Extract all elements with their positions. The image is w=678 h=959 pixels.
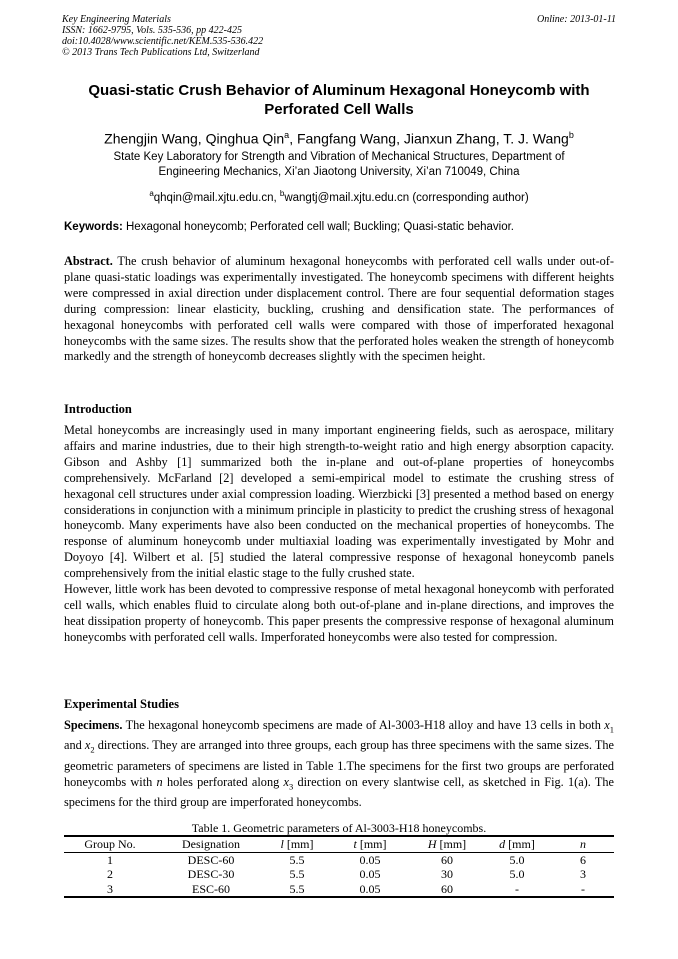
keywords xyxy=(64,220,614,235)
table-cell: 1 xyxy=(107,852,113,867)
table-row xyxy=(64,852,614,867)
specimens-text-5: direction on every slantwise cell, as sketched in Fig. 1(a). The specimens for the third group are imperforated honeycombs. xyxy=(64,774,614,809)
introduction-heading: Introduction xyxy=(64,402,132,416)
subscript-3: 3 xyxy=(288,781,294,792)
table-cell: 5.5 xyxy=(289,852,305,867)
author-emails xyxy=(70,186,608,206)
symbol-x3: x xyxy=(283,774,289,789)
author-sup-b: b xyxy=(568,130,574,140)
intro-paragraph-1: Metal honeycombs are increasingly used in many important engineering fields, such as aerospace, military affairs and marine industries, due to their high strength-to-weight ratio and high energy absorption capacity. Gibson and Ashby [1] summarized both the in-plane and out-of-plane properties of honeycombs comprehensively. McFarland [2] developed a semi-empirical model to estimate the crushing stress of hexagonal cell structures under axial compression loading. Wierzbicki [3] presented a method based on energy considerations in conjunction with a minimum principle in plasticity to predict the crushing stress of hexagonal honeycomb. Many experiments have also been conducted on the mechanical properties of honeycombs. The response of aluminum honeycomb under multiaxial loading was experimentally investigated by Mohr and Doyoyo [4]. Wilbert et al. [5] studied the lateral compressive response of hexagonal honeycomb panels comprehensively from the initial elastic stage to the fully crushed state. xyxy=(64,423,614,581)
abstract xyxy=(64,254,614,365)
abstract-paragraph xyxy=(64,254,614,365)
authors-part-2: , Fangfang Wang, Jianxun Zhang, T. J. Wang xyxy=(289,130,569,147)
specimens-text-3: directions. They are arranged into three groups, each group has three specimens with the same sizes. The geometric parameters of specimens are listed in Table 1.The specimens for the first two groups are perforated honeycombs with xyxy=(64,738,614,789)
keywords-label: Keywords: xyxy=(64,221,123,233)
header-d xyxy=(482,836,552,852)
abstract-text: The crush behavior of aluminum hexagonal honeycombs with perforated cell walls under out-of-plane quasi-static loadings was experimentally investigated. The honeycomb specimens with different heights were compressed in axial direction under displacement control. There are four sequential deformation stages during compression: linear elasticity, buckling, crushing and densification state. The performances of hexagonal honeycombs with perforated cell walls were compared with those of imperforated hexagonal honeycombs with the same sizes. The results show that the perforated holes weaken the strength of honeycomb markedly and the strength of honeycomb decreases slightly with the specimen height. xyxy=(64,254,614,364)
header-l xyxy=(266,836,328,852)
experimental-heading: Experimental Studies xyxy=(64,697,179,711)
header-t-symbol: t xyxy=(353,837,357,852)
specimens-text-2: and xyxy=(64,738,85,753)
specimens-paragraph xyxy=(64,718,614,811)
header-H xyxy=(412,836,482,852)
keywords-text: Hexagonal honeycomb; Perforated cell wall; Buckling; Quasi-static behavior. xyxy=(122,221,514,233)
header-d-symbol: d xyxy=(499,837,506,852)
header-l-unit: [mm] xyxy=(283,837,314,852)
affiliation-line-1: State Key Laboratory for Strength and Vibration of Mechanical Structures, Department of xyxy=(113,151,565,163)
table-cell: 6 xyxy=(580,852,586,867)
table-cell: 0.05 xyxy=(359,867,381,882)
table-cell: ESC-60 xyxy=(156,882,266,898)
header-H-unit: [mm] xyxy=(436,837,467,852)
header-H-symbol: H xyxy=(427,837,437,852)
affiliation xyxy=(70,150,608,180)
table-row xyxy=(64,882,614,898)
table-cell: - xyxy=(552,882,614,898)
symbol-x2: x xyxy=(84,738,91,753)
table-cell: 3 xyxy=(64,882,156,898)
table-cell: 2 xyxy=(107,867,113,882)
subscript-1: 1 xyxy=(609,724,614,735)
table-cell: 5.5 xyxy=(266,882,328,898)
email-2: wangtj@mail.xjtu.edu.cn (corresponding author) xyxy=(284,191,529,204)
table-cell: 3 xyxy=(580,867,586,882)
table-cell: 0.05 xyxy=(359,852,381,867)
email-sup-b: b xyxy=(279,189,285,198)
geometry-table xyxy=(64,835,614,898)
table-header-row xyxy=(64,836,614,852)
header-n-symbol: n xyxy=(580,837,586,852)
journal-header xyxy=(62,14,616,58)
table-cell: 5.0 xyxy=(509,867,525,882)
table-cell: DESC-60 xyxy=(187,852,235,867)
table-cell: 5.5 xyxy=(289,867,305,882)
journal-name: Key Engineering Materials xyxy=(62,14,171,25)
header-t-unit: [mm] xyxy=(356,837,387,852)
title-line-1: Quasi-static Crush Behavior of Aluminum Hexagonal Honeycomb with xyxy=(88,82,590,99)
header-l-symbol: l xyxy=(280,837,284,852)
table-cell: 60 xyxy=(412,882,482,898)
header-n xyxy=(552,836,614,852)
table-cell: 5.0 xyxy=(509,852,525,867)
subscript-2: 2 xyxy=(90,744,95,755)
symbol-n: n xyxy=(156,774,163,789)
author-sup-a: a xyxy=(284,130,290,140)
paper-title xyxy=(50,81,628,119)
online-date: Online: 2013-01-11 xyxy=(537,14,616,25)
specimens-label: Specimens. xyxy=(64,718,123,732)
specimens-text-1: The hexagonal honeycomb specimens are made of Al-3003-H18 alloy and have 13 cells in both xyxy=(122,718,605,732)
specimens-text-4: holes perforated along xyxy=(162,774,284,789)
specimens-section xyxy=(64,718,614,811)
authors-part-1: Zhengjin Wang, Qinghua Qin xyxy=(104,130,285,147)
table-row xyxy=(64,867,614,882)
copyright-line: © 2013 Trans Tech Publications Ltd, Switzerland xyxy=(62,47,260,58)
table-caption: Table 1. Geometric parameters of Al-3003-H18 honeycombs. xyxy=(191,821,487,835)
author-list xyxy=(40,126,638,148)
header-d-unit: [mm] xyxy=(505,837,535,852)
table-cell: - xyxy=(482,882,552,898)
table-cell: 0.05 xyxy=(328,882,412,898)
header-group: Group No. xyxy=(64,836,156,852)
table-cell: 30 xyxy=(441,867,453,882)
email-1: qhqin@mail.xjtu.edu.cn, xyxy=(153,191,280,204)
issn-line: ISSN: 1662-9795, Vols. 535-536, pp 422-425 xyxy=(62,25,242,36)
header-t xyxy=(328,836,412,852)
table-cell: DESC-30 xyxy=(187,867,235,882)
email-sup-a: a xyxy=(149,189,154,198)
affiliation-line-2: Engineering Mechanics, Xi’an Jiaotong University, Xi’an 710049, China xyxy=(158,166,520,178)
abstract-label: Abstract. xyxy=(64,254,113,268)
intro-paragraph-2: However, little work has been devoted to compressive response of metal hexagonal honeycomb with perforated cell walls, which enables fluid to circulate along both out-of-plane and in-plane directions, and improves the heat dissipation property of honeycomb. This paper presents the compressive response of hexagonal aluminum honeycombs with perforated cell walls. Imperforated honeycombs were also tested for compression. xyxy=(64,582,614,644)
introduction-section xyxy=(64,423,614,646)
doi-line: doi:10.4028/www.scientific.net/KEM.535-536.422 xyxy=(62,36,264,47)
symbol-x1: x xyxy=(604,718,610,732)
title-line-2: Perforated Cell Walls xyxy=(264,101,414,118)
table-cell: 60 xyxy=(441,852,453,867)
header-designation: Designation xyxy=(156,836,266,852)
